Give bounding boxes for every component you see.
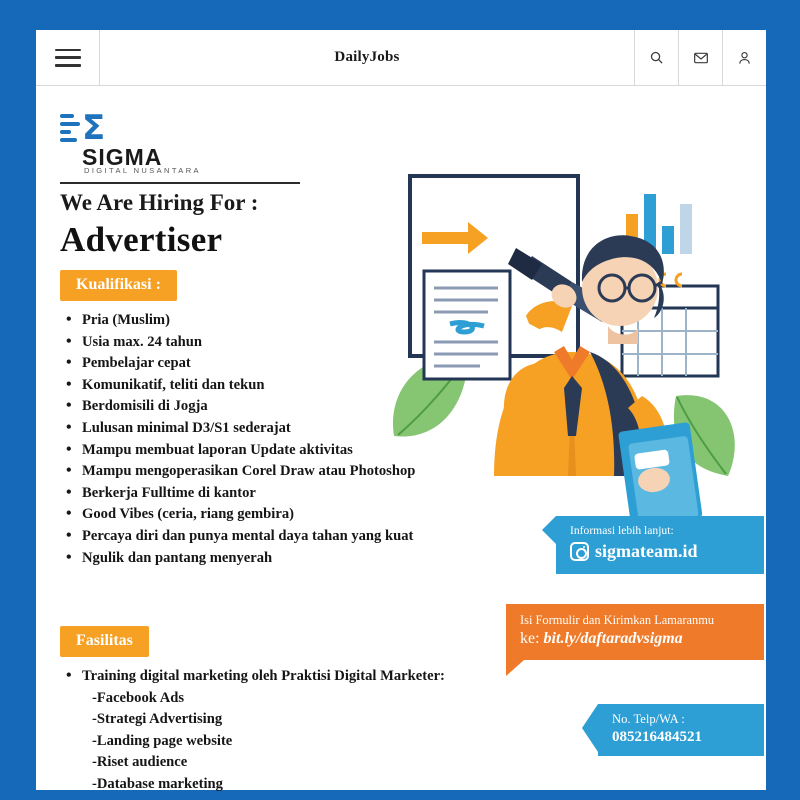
phone-number[interactable]: 085216484521 (612, 729, 702, 745)
logo-bars-icon (60, 114, 80, 146)
list-item: -Database marketing (92, 775, 223, 792)
list-item: -Facebook Ads (92, 689, 185, 706)
hiring-headline: We Are Hiring For : (60, 190, 259, 215)
form-link-prefix: ke: (520, 630, 544, 647)
logo-company-name: SIGMA (82, 144, 163, 170)
job-title: Advertiser (60, 220, 223, 259)
list-item: • Berkerja Fulltime di kantor (64, 483, 444, 505)
callout-notch (542, 516, 556, 544)
user-icon[interactable] (722, 30, 766, 85)
list-item: • Lulusan minimal D3/S1 sederajat (64, 418, 444, 440)
list-item: • Good Vibes (ceria, riang gembira) (64, 504, 444, 526)
phone-callout[interactable] (598, 704, 764, 756)
list-item: • Usia max. 24 tahun (64, 332, 444, 354)
poster-content (36, 86, 766, 790)
list-item: • Pria (Muslim) (64, 310, 444, 332)
list-item: • Mampu mengoperasikan Corel Draw atau Photoshop (64, 461, 444, 483)
list-item: -Strategi Advertising (92, 711, 223, 728)
list-item: • Pembelajar cepat (64, 353, 444, 375)
divider (60, 182, 300, 184)
form-instruction: Isi Formulir dan Kirimkan Lamaranmu (520, 613, 715, 627)
instagram-handle[interactable]: sigmateam.id (595, 541, 698, 561)
mail-icon[interactable] (678, 30, 722, 85)
callout-notch (582, 704, 598, 752)
list-item: -Riset audience (92, 754, 188, 771)
menu-button[interactable] (36, 30, 100, 85)
logo-sigma-icon: Σ (82, 108, 104, 148)
form-callout[interactable] (506, 604, 764, 660)
search-icon[interactable] (634, 30, 678, 85)
top-navigation-bar (36, 30, 766, 86)
facility-section-tag: Fasilitas (60, 626, 149, 657)
logo-company-tagline: DIGITAL NUSANTARA (84, 166, 201, 175)
list-item: • Training digital marketing oleh Praktisi Digital Marketer: (64, 666, 584, 688)
callout-notch (506, 660, 524, 676)
list-item: • Percaya diri dan punya mental daya tahan yang kuat (64, 526, 444, 548)
facility-list (64, 666, 584, 796)
list-item: -Landing page website (92, 732, 233, 749)
list-item: • Komunikatif, teliti dan tekun (64, 375, 444, 397)
company-logo (60, 108, 240, 174)
hero-illustration (376, 136, 746, 536)
phone-label: No. Telp/WA : (612, 712, 685, 726)
list-item: • Berdomisili di Jogja (64, 396, 444, 418)
instagram-icon (570, 542, 589, 561)
brand-title: DailyJobs (334, 49, 400, 65)
hamburger-icon (55, 49, 81, 67)
form-link[interactable]: bit.ly/daftaradvsigma (543, 630, 683, 647)
instagram-callout[interactable] (556, 516, 764, 574)
list-item: • Mampu membuat laporan Update aktivitas (64, 440, 444, 462)
instagram-label: Informasi lebih lanjut: (570, 524, 674, 537)
list-item: • Ngulik dan pantang menyerah (64, 548, 444, 570)
poster-card (36, 30, 766, 790)
qualification-section-tag: Kualifikasi : (60, 270, 177, 301)
topbar-icon-group (634, 30, 766, 85)
